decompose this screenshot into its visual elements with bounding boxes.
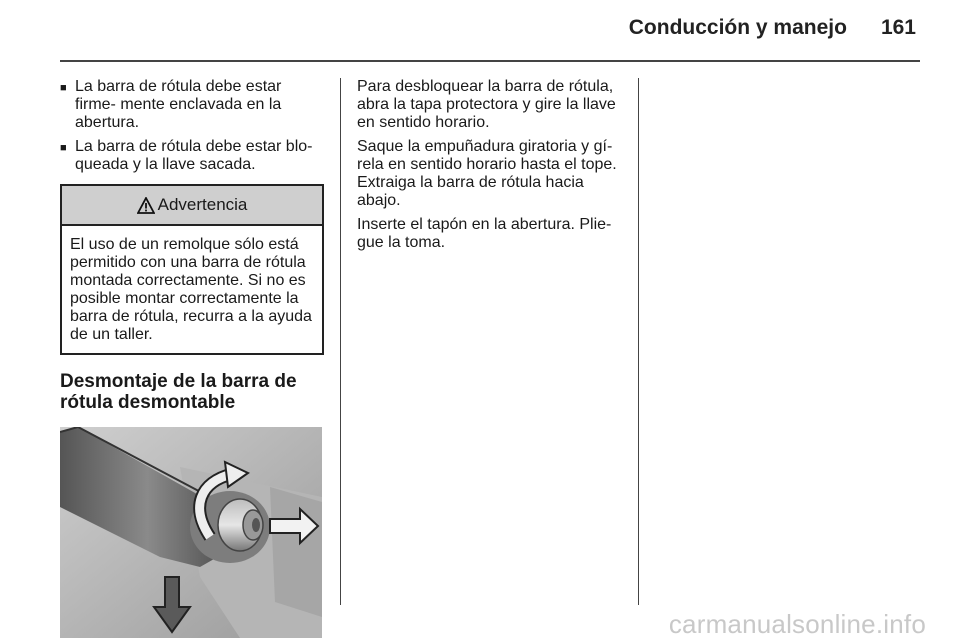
bullet-text: La barra de rótula debe estar firme- mente enclavada en la abertura. bbox=[75, 78, 282, 131]
watermark-text: carmanualsonline.info bbox=[668, 609, 926, 639]
bullet-square-icon: ■ bbox=[60, 142, 67, 154]
bullet-square-icon: ■ bbox=[60, 82, 67, 94]
towbar-removal-illustration bbox=[60, 427, 322, 638]
column-divider-1 bbox=[340, 78, 341, 605]
bullet-item bbox=[60, 138, 324, 174]
bullet-item bbox=[60, 78, 324, 132]
warning-body: El uso de un remolque sólo está permitido con una barra de rótula montada correctamente. Si no es posible montar correctamente la barra de rótula, recurra a la ayuda de un taller. bbox=[70, 236, 312, 343]
column-divider-2 bbox=[638, 78, 639, 605]
page-header bbox=[629, 16, 916, 40]
chapter-title: Conducción y manejo bbox=[628, 16, 847, 39]
paragraph: Inserte el tapón en la abertura. Plie- gue la toma. bbox=[357, 216, 612, 251]
warning-title: Advertencia bbox=[157, 195, 248, 214]
column-middle bbox=[357, 78, 623, 258]
warning-header bbox=[62, 186, 322, 226]
section-heading: Desmontaje de la barra de rótula desmontable bbox=[60, 371, 297, 413]
paragraph: Saque la empuñadura giratoria y gí- rela en sentido horario hasta el tope. Extraiga la barra de rótula hacia abajo. bbox=[357, 138, 617, 209]
warning-box bbox=[60, 184, 324, 355]
paragraph: Para desbloquear la barra de rótula, abra la tapa protectora y gire la llave en sentido horario. bbox=[357, 78, 616, 131]
warning-triangle-icon bbox=[137, 197, 155, 214]
column-left bbox=[60, 78, 324, 638]
header-rule bbox=[60, 60, 920, 62]
page-number: 161 bbox=[880, 16, 916, 39]
bullet-text: La barra de rótula debe estar blo- queada y la llave sacada. bbox=[75, 138, 313, 173]
